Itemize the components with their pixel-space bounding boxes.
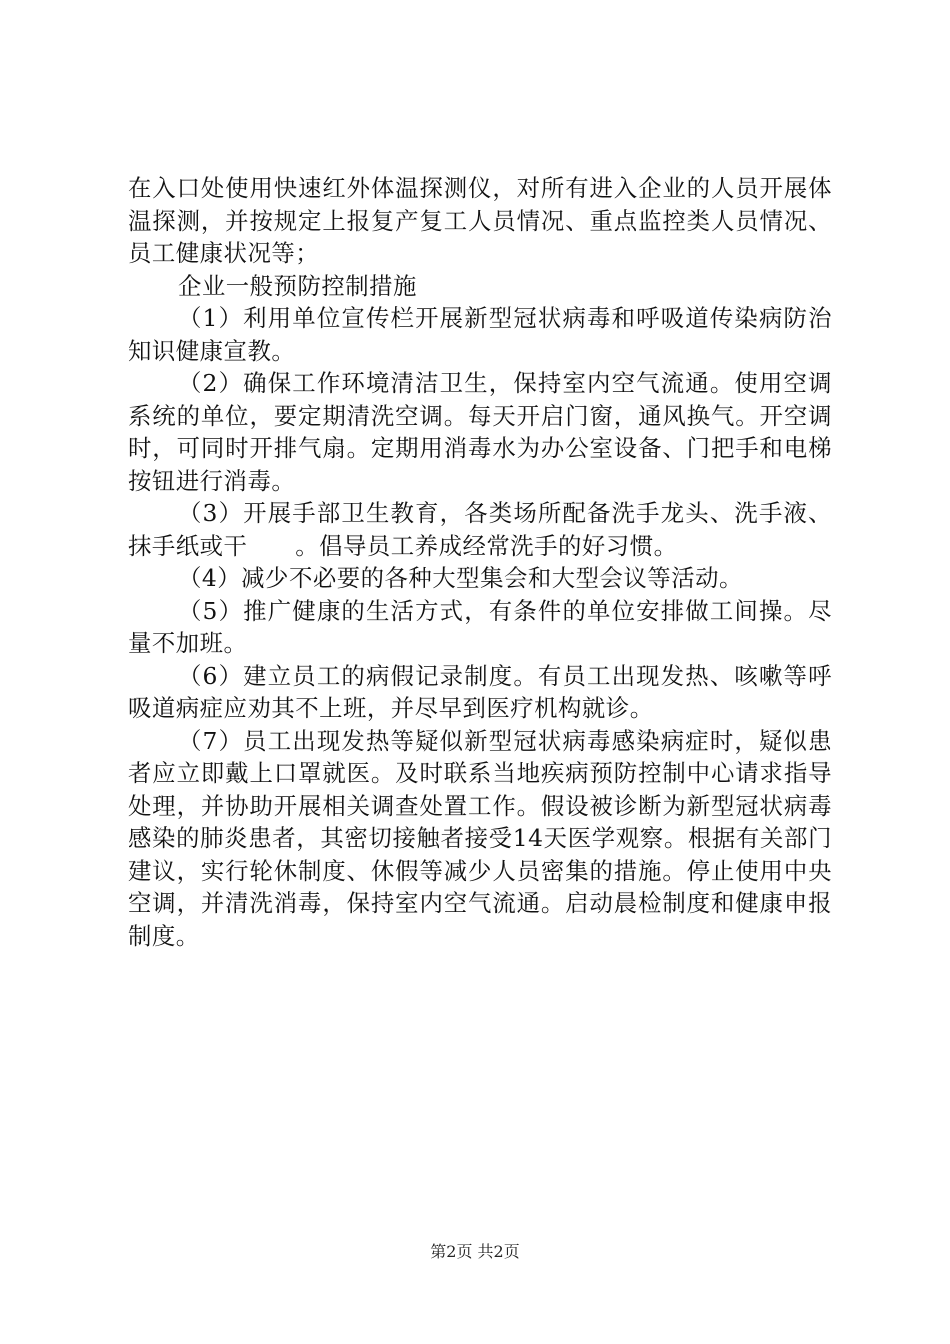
paragraph-item-5: （5）推广健康的生活方式，有条件的单位安排做工间操。尽量不加班。 — [128, 596, 832, 657]
paragraph-item-6: （6）建立员工的病假记录制度。有员工出现发热、咳嗽等呼吸道病症应劝其不上班，并尽早到医疗机构就诊。 — [128, 661, 832, 722]
page-footer: 第2页 共2页 — [430, 1242, 520, 1261]
paragraph-item-4: （4）减少不必要的各种大型集会和大型会议等活动。 — [178, 564, 743, 592]
paragraph-item-2: （2）确保工作环境清洁卫生，保持室内空气流通。使用空调系统的单位，要定期清洗空调。每天开启门窗，通风换气。开空调时，可同时开排气扇。定期用消毒水为办公室设备、门把手和电梯按钮进行消毒。 — [128, 369, 832, 495]
paragraph-item-7: （7）员工出现发热等疑似新型冠状病毒感染病症时，疑似患者应立即戴上口罩就医。及时联系当地疾病预防控制中心请求指导处理，并协助开展相关调查处置工作。假设被诊断为新型冠状病毒感染的肺炎患者，其密切接触者接受14天医学观察。根据有关部门建议，实行轮休制度、休假等减少人员密集的措施。停止使用中央空调，并清洗消毒，保持室内空气流通。启动晨检制度和健康申报制度。 — [128, 726, 832, 950]
paragraph-item-3: （3）开展手部卫生教育，各类场所配备洗手龙头、洗手液、抹手纸或干 。倡导员工养成经常洗手的好习惯。 — [128, 499, 832, 560]
section-heading-prevention: 企业一般预防控制措施 — [178, 271, 417, 300]
document-body — [128, 172, 832, 952]
paragraph-item-1: （1）利用单位宣传栏开展新型冠状病毒和呼吸道传染病防治知识健康宣教。 — [128, 304, 832, 365]
paragraph-temperature-check: 在入口处使用快速红外体温探测仪，对所有进入企业的人员开展体温探测，并按规定上报复产复工人员情况、重点监控类人员情况、员工健康状况等； — [128, 174, 832, 267]
